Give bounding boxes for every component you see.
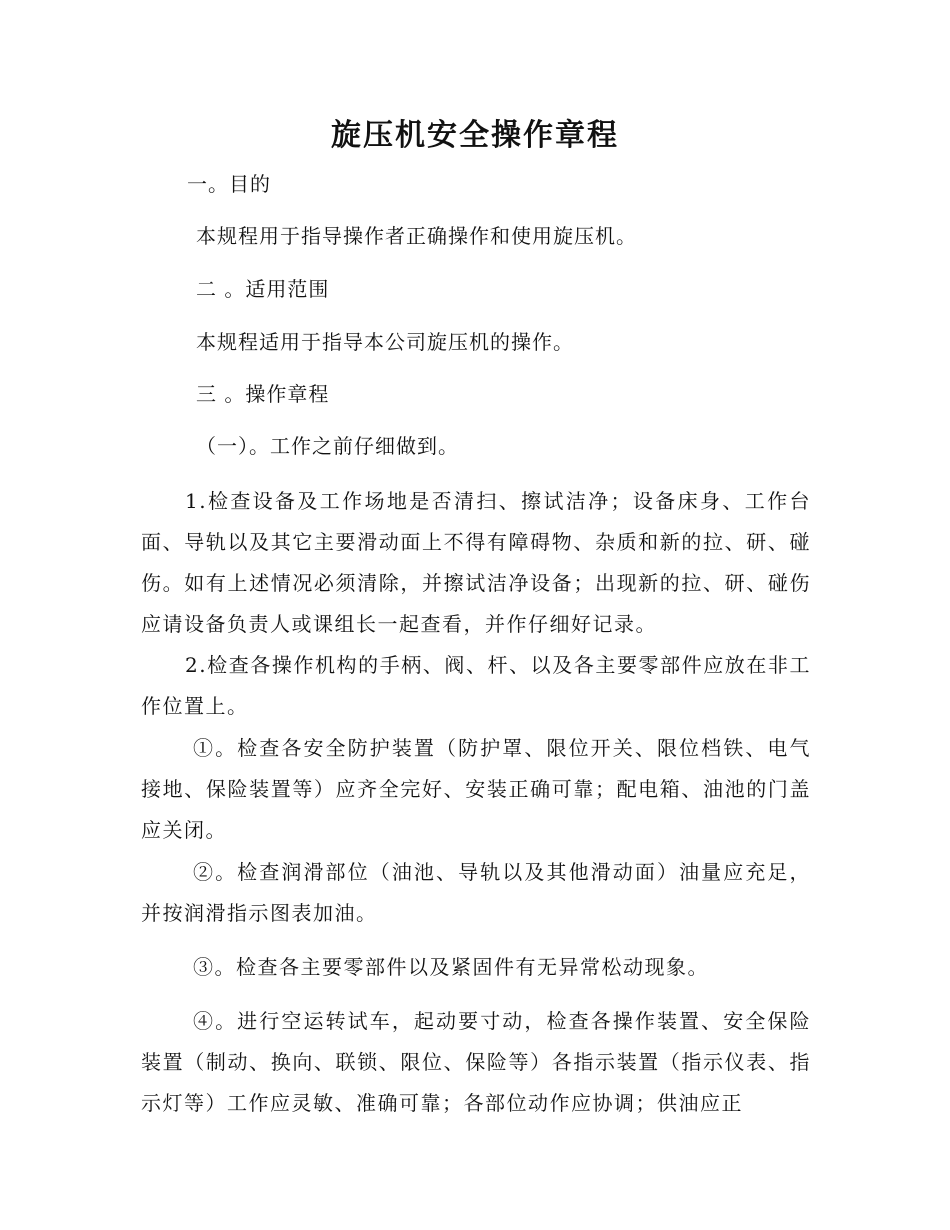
item-2-paragraph: 2.检查各操作机构的手柄、阀、杆、以及各主要零部件应放在非工作位置上。 <box>141 653 811 718</box>
subitem-1-paragraph: ①。检查各安全防护装置（防护罩、限位开关、限位档铁、电气接地、保险装置等）应齐全完好、安装正确可靠；配电箱、油池的门盖应关闭。 <box>141 736 811 842</box>
item-1-paragraph: 1.检查设备及工作场地是否清扫、擦试洁净；设备床身、工作台面、导轨以及其它主要滑动面上不得有障碍物、杂质和新的拉、研、碰伤。如有上述情况必须清除，并擦试洁净设备；出现新的拉、研、碰伤应请设备负责人或课组长一起查看，并作仔细好记录。 <box>141 489 811 636</box>
purpose-heading: 一。目的 <box>187 172 271 196</box>
document-title: 旋压机安全操作章程 <box>331 118 619 153</box>
subitem-3-paragraph: ③。检查各主要零部件以及紧固件有无异常松动现象。 <box>193 955 709 979</box>
subitem-2-paragraph: ②。检查润滑部位（油池、导轨以及其他滑动面）油量应充足，并按润滑指示图表加油。 <box>141 860 811 925</box>
procedure-heading: 三 。操作章程 <box>196 382 330 406</box>
subitem-4-paragraph: ④。进行空运转试车，起动要寸动，检查各操作装置、安全保险装置（制动、换向、联锁、限位、保险等）各指示装置（指示仪表、指示灯等）工作应灵敏、准确可靠；各部位动作应协调；供油应正 <box>141 1009 811 1115</box>
scope-heading: 二 。适用范围 <box>196 277 330 301</box>
purpose-text: 本规程用于指导操作者正确操作和使用旋压机。 <box>196 224 637 248</box>
scope-text: 本规程适用于指导本公司旋压机的操作。 <box>196 330 574 354</box>
subsection-heading: （一）。工作之前仔细做到。 <box>196 434 459 458</box>
